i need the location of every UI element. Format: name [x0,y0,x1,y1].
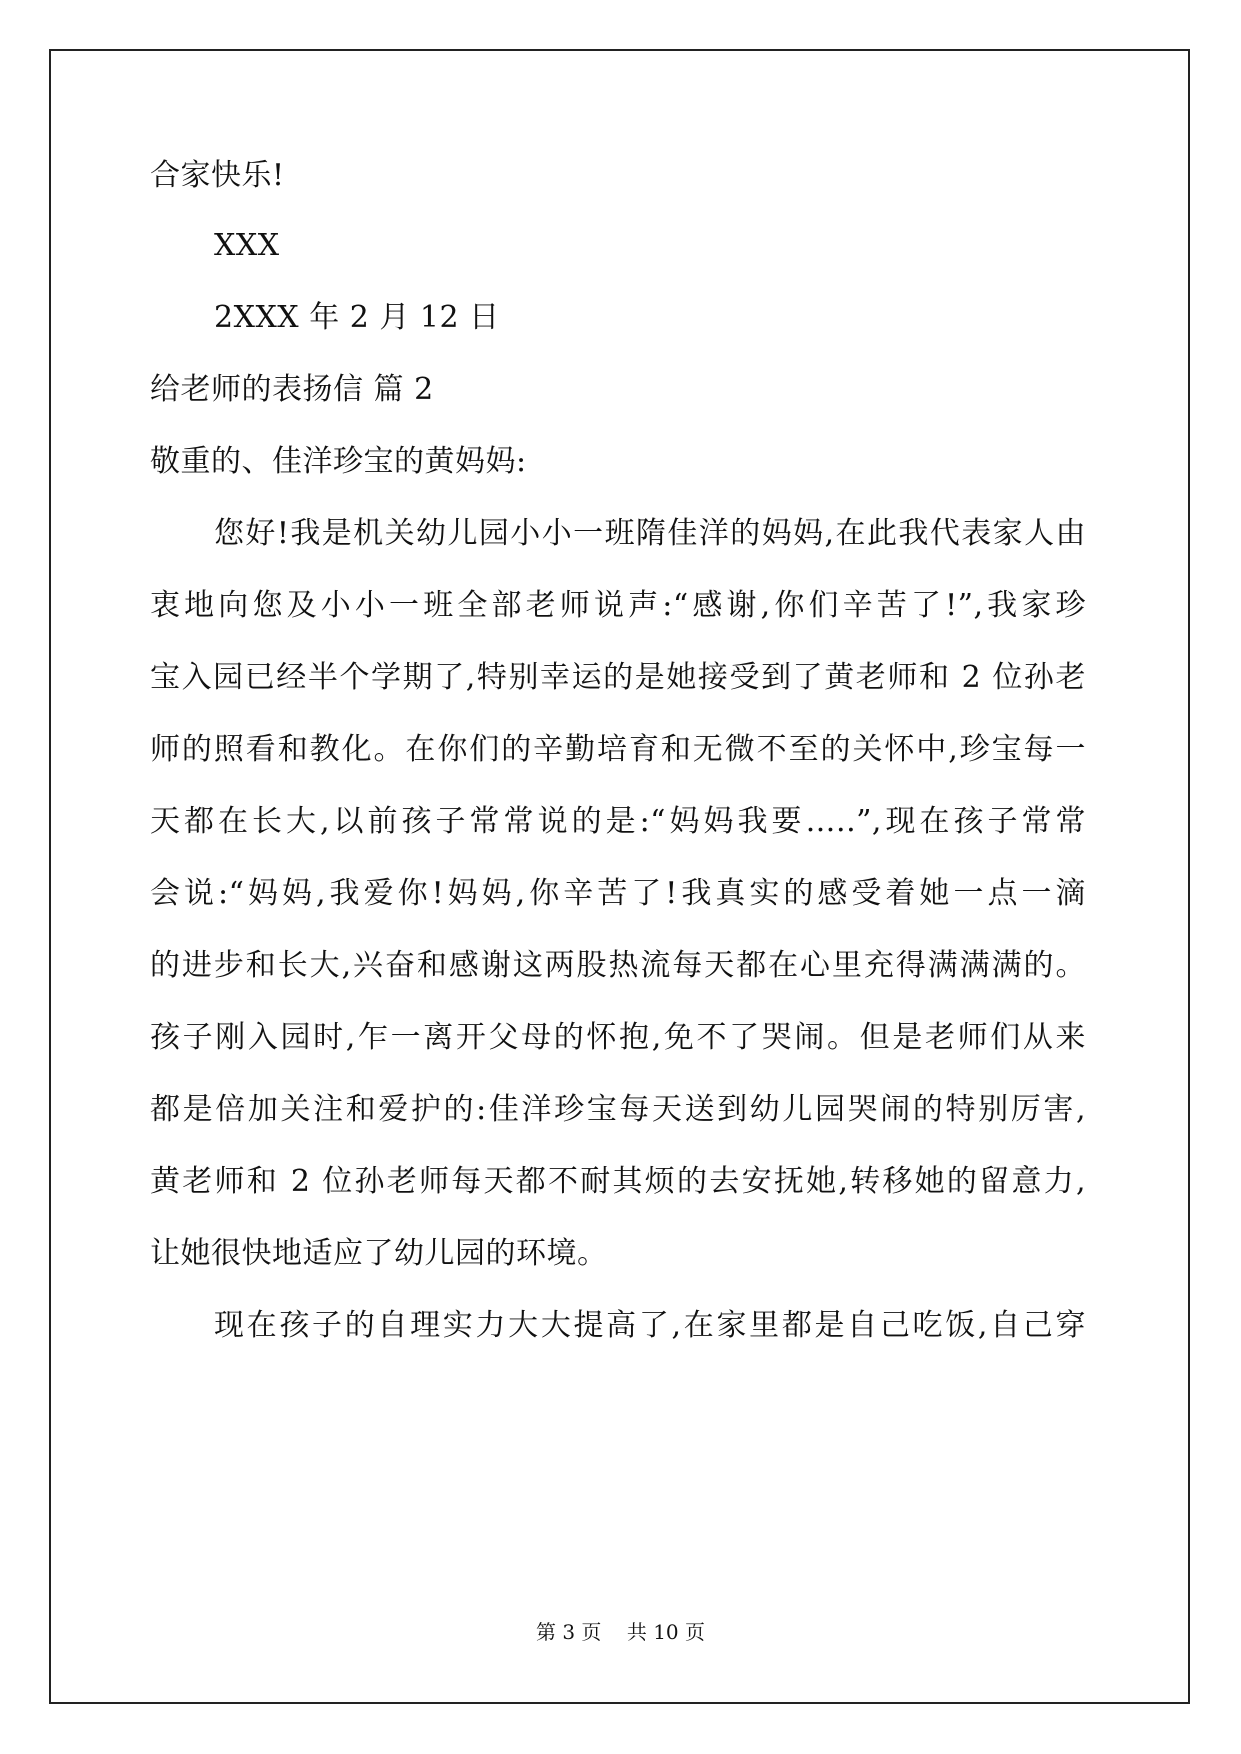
body-line: 现在孩子的自理实力大大提高了,在家里都是自己吃饭,自己穿 [214,1308,1086,1343]
body-line: 衷地向您及小小一班全部老师说声:“感谢,你们辛苦了!”,我家珍 [150,588,1086,623]
letter-heading: 给老师的表扬信 篇 2 [150,372,434,407]
signature-line: XXX [214,228,280,263]
date-line: 2XXX 年 2 月 12 日 [214,300,500,335]
body-line: 孩子刚入园时,乍一离开父母的怀抱,免不了哭闹。但是老师们从来 [150,1020,1086,1055]
body-line: 会说:“妈妈,我爱你!妈妈,你辛苦了!我真实的感受着她一点一滴 [150,876,1086,911]
body-line: 师的照看和教化。在你们的辛勤培育和无微不至的关怀中,珍宝每一 [150,732,1086,767]
body-line: 都是倍加关注和爱护的:佳洋珍宝每天送到幼儿园哭闹的特别厉害, [150,1092,1086,1127]
salutation-line: 敬重的、佳洋珍宝的黄妈妈: [150,444,527,479]
closing-line: 合家快乐! [150,158,285,193]
body-line: 让她很快地适应了幼儿园的环境。 [150,1236,608,1271]
body-line: 天都在长大,以前孩子常常说的是:“妈妈我要…..”,现在孩子常常 [150,804,1086,839]
body-line: 黄老师和 2 位孙老师每天都不耐其烦的去安抚她,转移她的留意力, [150,1164,1086,1199]
page-number: 第 3 页 共 10 页 [535,1620,706,1644]
body-line: 您好!我是机关幼儿园小小一班隋佳洋的妈妈,在此我代表家人由 [214,516,1086,551]
body-line: 的进步和长大,兴奋和感谢这两股热流每天都在心里充得满满满的。 [150,948,1086,983]
body-line: 宝入园已经半个学期了,特别幸运的是她接受到了黄老师和 2 位孙老 [150,660,1086,695]
